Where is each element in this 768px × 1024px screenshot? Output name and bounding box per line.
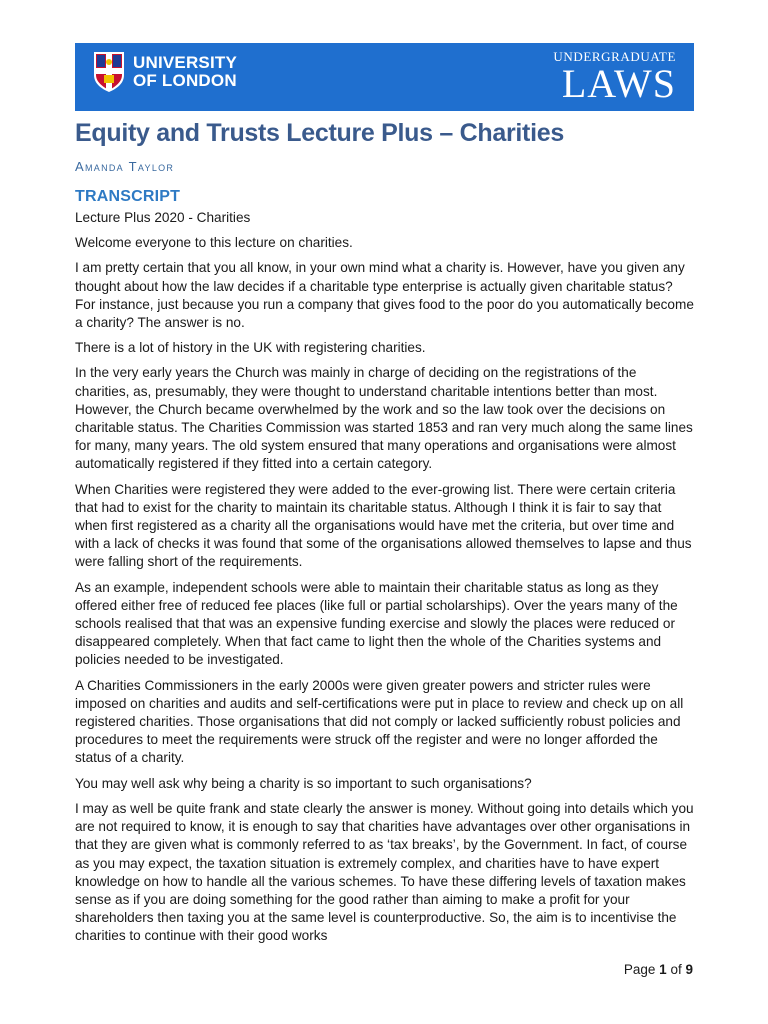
university-name-line1: UNIVERSITY	[133, 53, 238, 72]
document-body	[75, 117, 694, 953]
page-title: Equity and Trusts Lecture Plus – Charities	[75, 119, 564, 147]
paragraph-3: I am pretty certain that you all know, in your own mind what a charity is. However, have you given any thought about how the law decides if a charitable type enterprise is actually given charitable status? For instance, just because you run a company that gives food to the poor do you automatically become a charity? The answer is no.	[75, 260, 694, 331]
paragraph-2: Welcome everyone to this lecture on charities.	[75, 235, 353, 251]
paragraph-7: As an example, independent schools were able to maintain their charitable status as long as they offered either free of reduced fee places (like full or partial scholarships). Over the years many of the schools realised that that was an expensive funding exercise and slowly the places were reduced or disappeared completely. When that fact came to light then the whole of the Charities systems and policies needed to be investigated.	[75, 579, 678, 668]
page-of: of	[670, 962, 682, 977]
author-name: Amanda Taylor	[75, 159, 175, 174]
page-label: Page	[623, 962, 656, 977]
university-name	[133, 54, 237, 90]
header-banner	[75, 43, 694, 111]
paragraph-6: When Charities were registered they were added to the ever-growing list. There were certain criteria that had to exist for the charity to maintain its charitable status. Although I think it is fair to say that when first registered as a charity all the organisations would have met the criteria, but over time and with a lack of checks it was found that some of the organisations allowed themselves to lapse and thus were falling short of the requirements.	[75, 481, 692, 570]
section-heading: TRANSCRIPT	[75, 188, 181, 205]
paragraph-1: Lecture Plus 2020 - Charities	[75, 210, 251, 225]
paragraph-10: I may as well be quite frank and state clearly the answer is money. Without going into details which you are not required to know, it is enough to say that charities have advantages over other organisations in that they are given what is commonly referred to as ‘tax breaks’, by the Government. In fact, of course as you may expect, the taxation situation is extremely complex, and charities have to have expert knowledge on how to handle all the various schemes. To have these differing levels of taxation makes sense as if you are doing something for the good rather than aiming to make a profit for your shareholders then taxing you at the same level is counterproductive. So, the aim is to incentivise the charities to continue with their good works	[75, 800, 694, 944]
paragraph-8: A Charities Commissioners in the early 2000s were given greater powers and stricter rules were imposed on charities and audits and self-certifications were put in place to review and check up on all registered charities. Those organisations that did not comply or lacked sufficiently robust policies and procedures to meet the requirements were struck off the register and were no longer afforded the status of a charity.	[75, 677, 684, 766]
paragraph-5: In the very early years the Church was mainly in charge of deciding on the registrations of the charities, as, presumably, they were thought to understand charitable intentions better than most. However, the Church became overwhelmed by the work and so the law took over the decisions on charitable status. The Charities Commission was started 1853 and ran very much along the same lines for many, many years. The old system ensured that many operations and organisations were almost automatically registered if they fitted into a certain category.	[75, 365, 693, 472]
program-brand-subtitle: UNDERGRADUATE	[553, 49, 676, 64]
paragraph-4: There is a lot of history in the UK with registering charities.	[75, 340, 426, 356]
university-logo	[93, 51, 237, 93]
program-brand-title: LAWS	[561, 61, 676, 106]
paragraph-9: You may well ask why being a charity is so important to such organisations?	[75, 775, 532, 791]
page-number	[624, 962, 693, 977]
page-current: 1	[659, 962, 667, 977]
crest-icon	[93, 51, 125, 93]
page-total: 9	[685, 962, 693, 977]
program-brand	[553, 49, 676, 106]
university-name-line2: OF LONDON	[133, 71, 237, 90]
